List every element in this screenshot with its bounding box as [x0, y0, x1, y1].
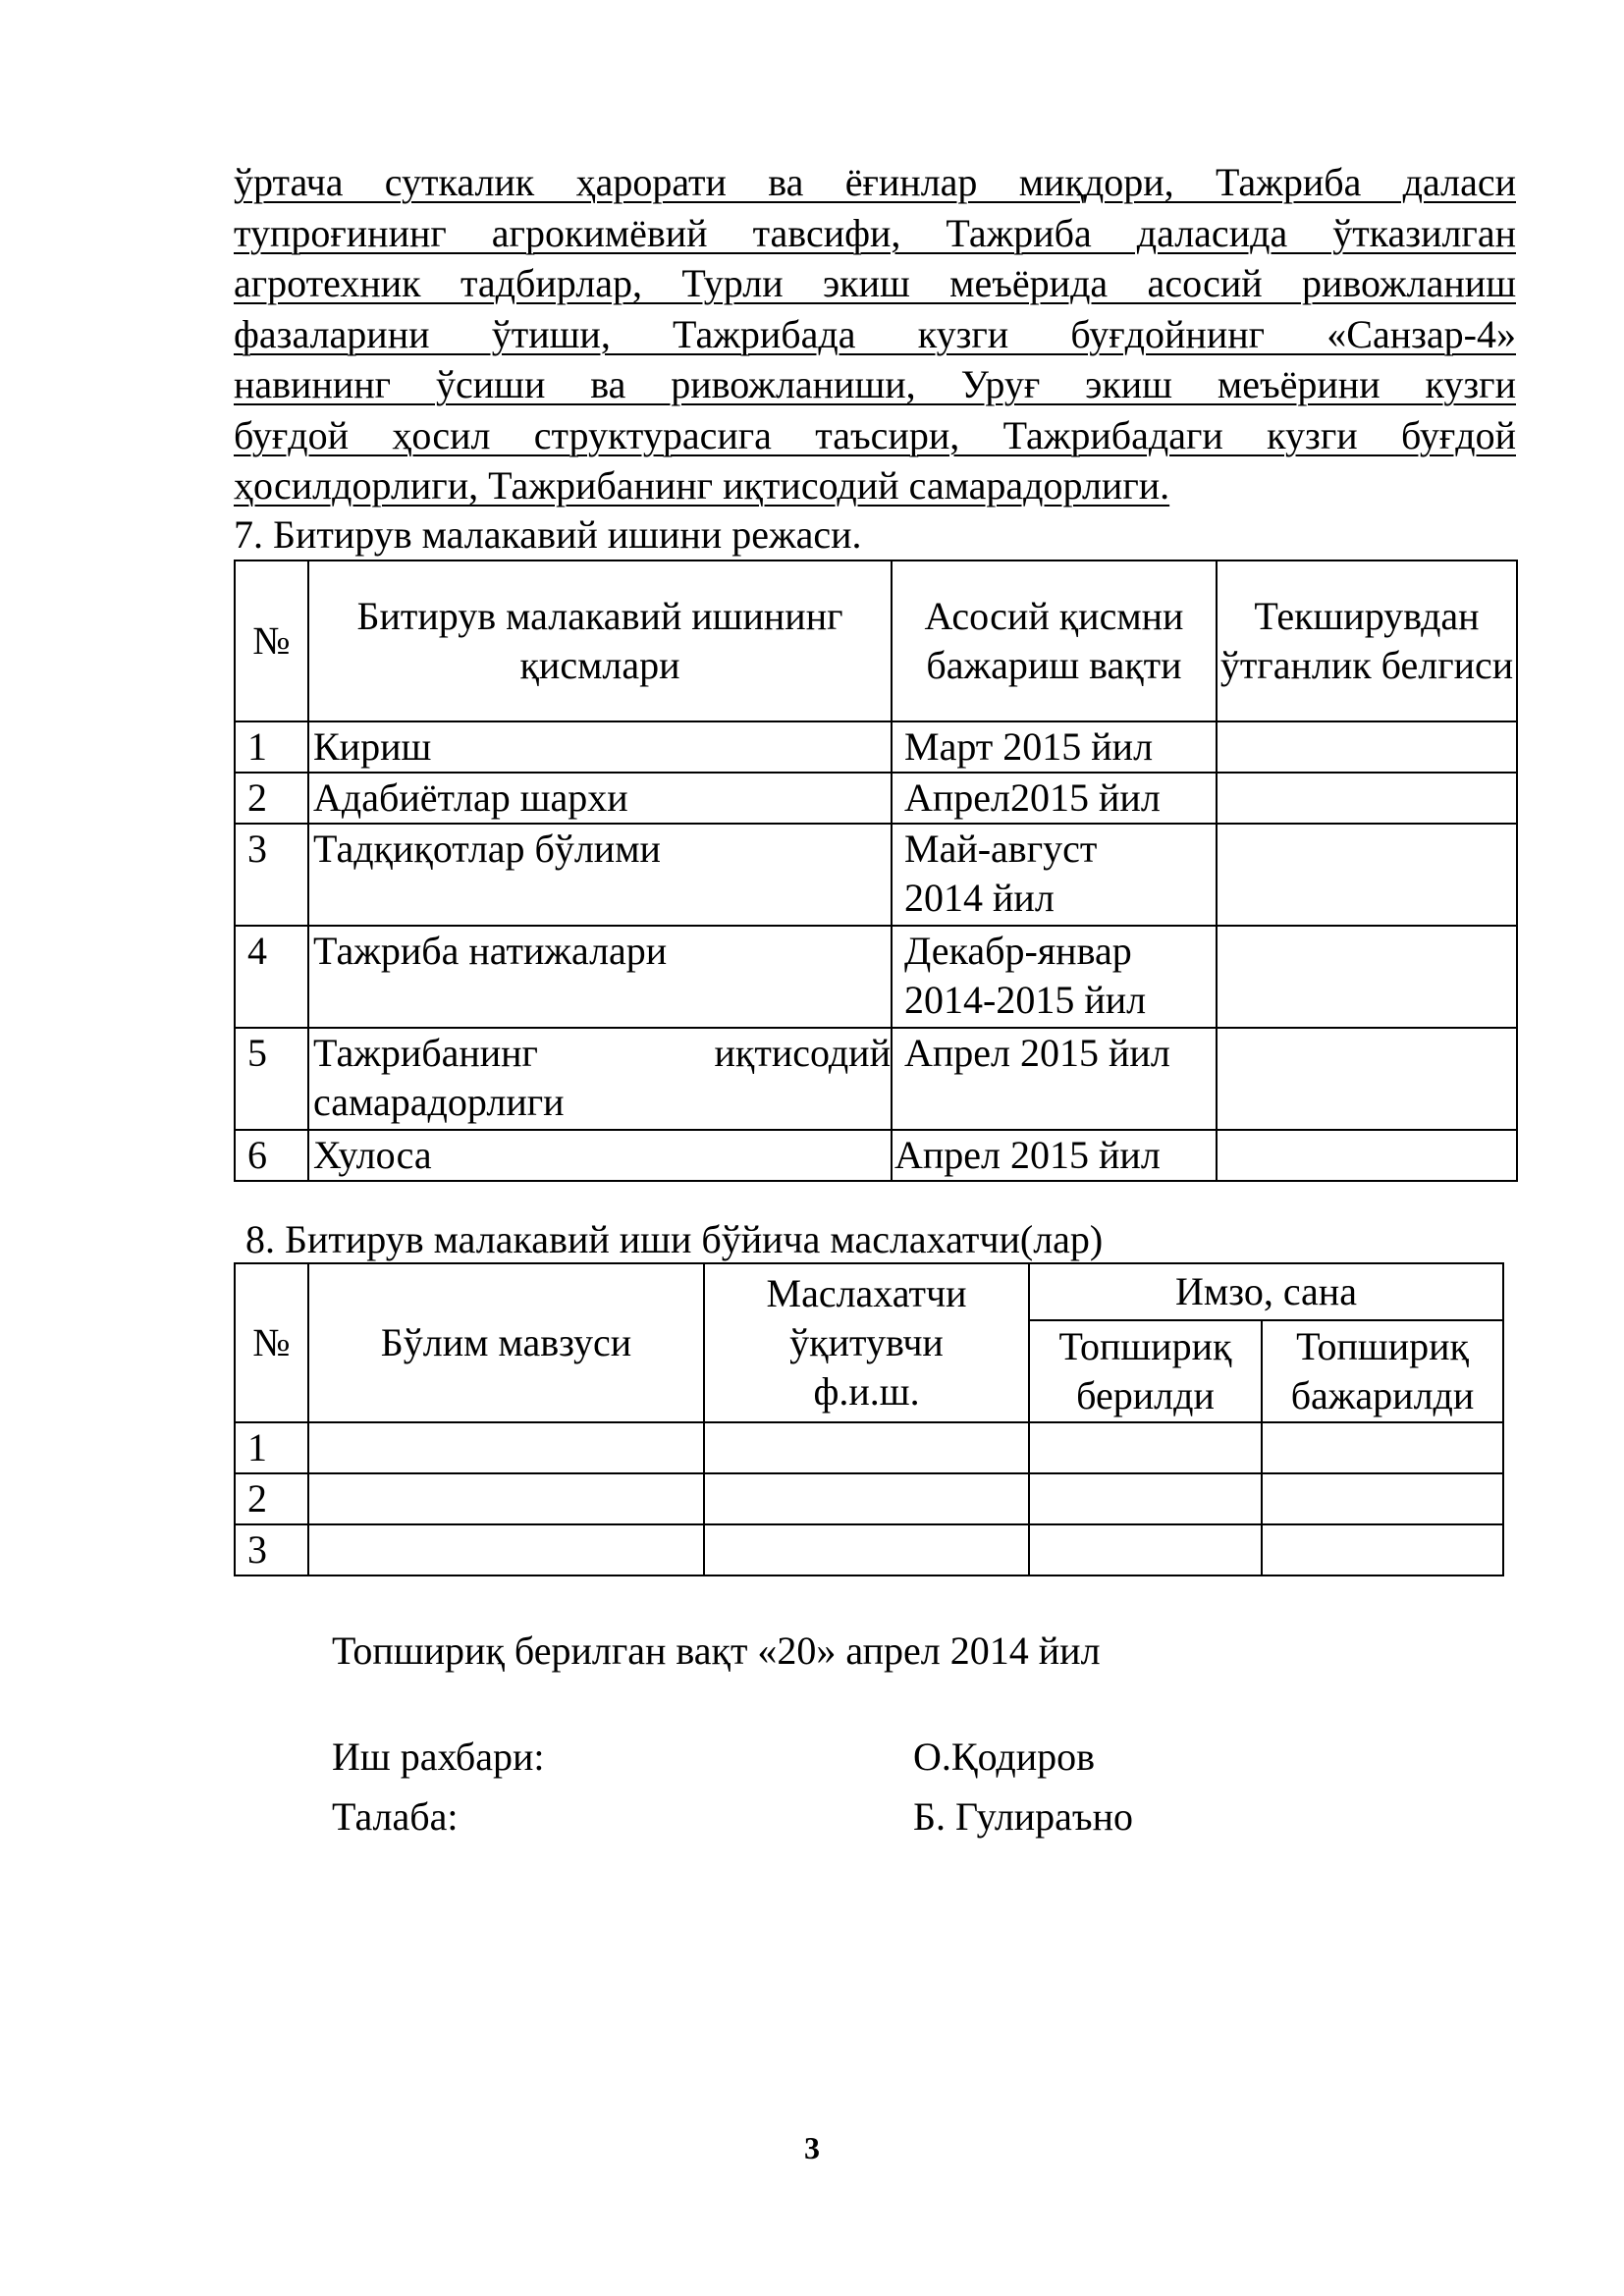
row-advisor[interactable] — [704, 1524, 1029, 1575]
header-advisor: Маслахатчи ўқитувчи ф.и.ш. — [704, 1263, 1029, 1422]
row-part: Хулоса — [308, 1130, 892, 1181]
intro-paragraph — [234, 157, 1516, 511]
header-given: Топшириқ берилди — [1029, 1320, 1262, 1422]
table-row — [235, 1473, 1503, 1524]
header-sign: Имзо, сана — [1029, 1263, 1503, 1320]
row-part: Кириш — [308, 721, 892, 773]
row-num: 6 — [235, 1130, 308, 1181]
row-given[interactable] — [1029, 1473, 1262, 1524]
row-num: 3 — [235, 824, 308, 926]
table-row — [235, 926, 1517, 1028]
table-row — [235, 773, 1517, 824]
intro-line: буғдой ҳосил структурасига таъсири, Тажрибадаги кузги буғдой — [234, 412, 1516, 457]
section7-heading: 7. Битирув малакавий ишини режаси. — [234, 512, 862, 557]
row-num: 1 — [235, 1422, 308, 1473]
row-check[interactable] — [1217, 1028, 1517, 1130]
supervisor-label: Иш рахбари: — [332, 1735, 545, 1779]
header-num: № — [235, 561, 308, 721]
row-time: Апрел2015 йил — [892, 773, 1217, 824]
intro-line: ҳосилдорлиги, Тажрибанинг иқтисодий самарадорлиги. — [234, 463, 1170, 507]
plan-table — [234, 560, 1518, 1182]
intro-line: агротехник тадбирлар, Турли экиш меъёрида асосий ривожланиш — [234, 261, 1516, 305]
header-time: Асосий қисмни бажариш вақти — [892, 561, 1217, 721]
table-row — [235, 824, 1517, 926]
row-topic[interactable] — [308, 1524, 704, 1575]
student-label: Талаба: — [332, 1794, 459, 1839]
row-given[interactable] — [1029, 1524, 1262, 1575]
table-row — [235, 721, 1517, 773]
header-done: Топшириқ бажарилди — [1262, 1320, 1503, 1422]
row-check[interactable] — [1217, 1130, 1517, 1181]
header-topic: Бўлим мавзуси — [308, 1263, 704, 1422]
header-check: Текширувдан ўтганлик белгиси — [1217, 561, 1517, 721]
row-time: Декабр-январ 2014-2015 йил — [892, 926, 1217, 1028]
row-topic[interactable] — [308, 1422, 704, 1473]
advisors-table — [234, 1262, 1504, 1576]
student-name: Б. Гулираъно — [913, 1794, 1134, 1839]
table-row — [235, 1422, 1503, 1473]
assigned-date: Топшириқ берилган вақт «20» апрел 2014 йил — [332, 1629, 1101, 1673]
row-given[interactable] — [1029, 1422, 1262, 1473]
row-done[interactable] — [1262, 1422, 1503, 1473]
row-num: 2 — [235, 1473, 308, 1524]
header-num: № — [235, 1263, 308, 1422]
supervisor-name: О.Қодиров — [913, 1735, 1096, 1779]
row-part: Адабиётлар шархи — [308, 773, 892, 824]
row-done[interactable] — [1262, 1524, 1503, 1575]
row-check[interactable] — [1217, 824, 1517, 926]
row-check[interactable] — [1217, 721, 1517, 773]
section8-heading: 8. Битирув малакавий иши бўйича маслахатчи(лар) — [245, 1217, 1104, 1261]
row-check[interactable] — [1217, 926, 1517, 1028]
row-num: 3 — [235, 1524, 308, 1575]
row-num: 5 — [235, 1028, 308, 1130]
row-time: Апрел 2015 йил — [892, 1130, 1217, 1181]
row-advisor[interactable] — [704, 1473, 1029, 1524]
intro-line: ўртача суткалик ҳарорати ва ёғинлар миқдори, Тажриба даласи — [234, 160, 1516, 204]
row-time: Март 2015 йил — [892, 721, 1217, 773]
intro-line: тупроғининг агрокимёвий тавсифи, Тажриба даласида ўтказилган — [234, 210, 1516, 255]
row-num: 2 — [235, 773, 308, 824]
row-advisor[interactable] — [704, 1422, 1029, 1473]
header-parts: Битирув малакавий ишининг қисмлари — [308, 561, 892, 721]
row-part: Тадқиқотлар бўлими — [308, 824, 892, 926]
table-row — [235, 1524, 1503, 1575]
row-done[interactable] — [1262, 1473, 1503, 1524]
row-num: 1 — [235, 721, 308, 773]
row-topic[interactable] — [308, 1473, 704, 1524]
row-time: Май-август 2014 йил — [892, 824, 1217, 926]
row-part: Тажриба натижалари — [308, 926, 892, 1028]
row-part: Тажрибанинг иқтисодий самарадорлиги — [308, 1028, 892, 1130]
row-check[interactable] — [1217, 773, 1517, 824]
page-number: 3 — [804, 2130, 820, 2165]
table-row — [235, 1130, 1517, 1181]
row-time: Апрел 2015 йил — [892, 1028, 1217, 1130]
row-num: 4 — [235, 926, 308, 1028]
intro-line: навининг ўсиши ва ривожланиши, Уруғ экиш меъёрини кузги — [234, 362, 1516, 406]
intro-line: фазаларини ўтиши, Тажрибада кузги буғдойнинг «Санзар-4» — [234, 311, 1516, 356]
table-row — [235, 1028, 1517, 1130]
